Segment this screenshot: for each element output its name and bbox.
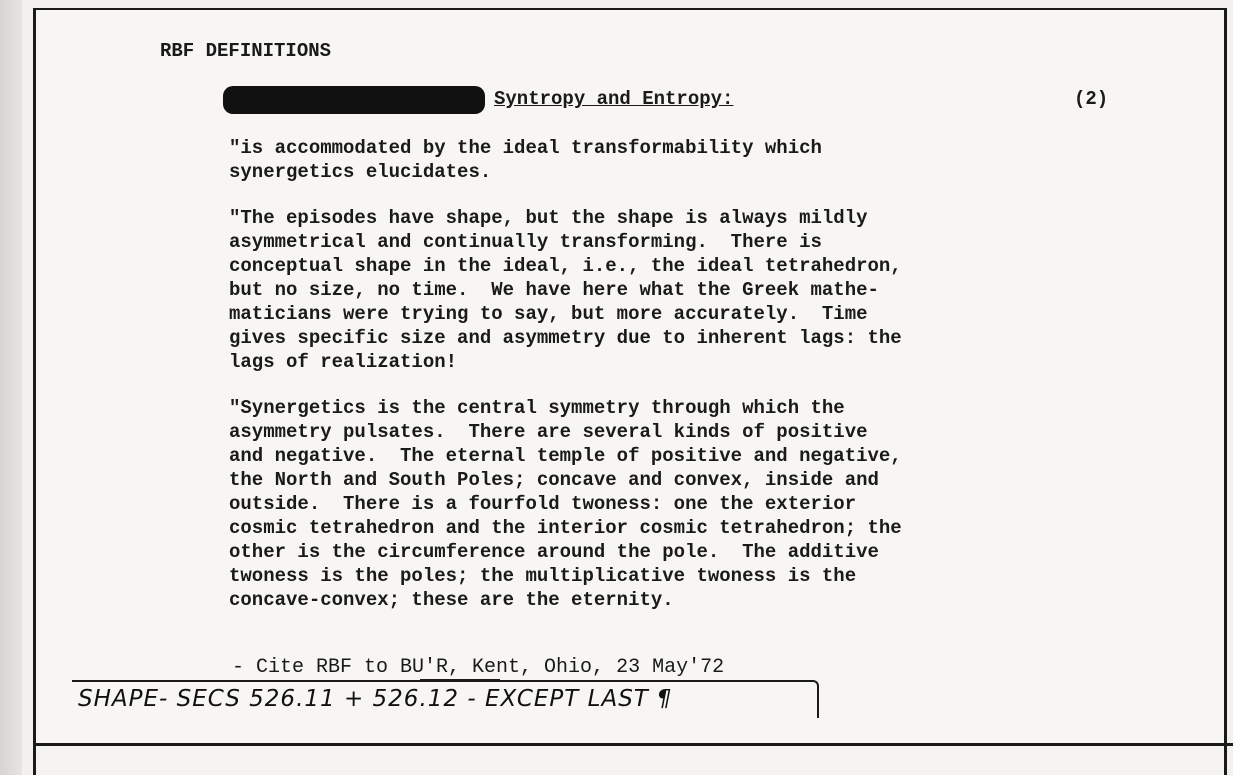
citation: - Cite RBF to BU'R, Kent, Ohio, 23 May'72	[232, 656, 725, 679]
definition-card	[33, 8, 1227, 755]
text-line: twoness is the poles; the multiplicative twoness is the	[229, 565, 857, 587]
text-line: "Synergetics is the central symmetry through which the	[229, 397, 845, 419]
text-line: cosmic tetrahedron and the interior cosmic tetrahedron; the	[229, 517, 902, 539]
text-line: other is the circumference around the pole. The additive	[229, 541, 879, 563]
text-line: "The episodes have shape, but the shape is always mildly	[229, 207, 868, 229]
redaction-bar	[223, 86, 485, 114]
text-line: asymmetrical and continually transforming. There is	[229, 231, 822, 253]
text-line: "is accommodated by the ideal transformability which	[229, 137, 822, 159]
text-line: the North and South Poles; concave and convex, inside and	[229, 469, 879, 491]
header-title: RBF DEFINITIONS	[160, 40, 332, 62]
text-line: lags of realization!	[229, 351, 458, 373]
section-title: Syntropy and Entropy:	[494, 88, 734, 110]
handwritten-note: SHAPE- SECS 526.11 + 526.12 - EXCEPT LAST ¶	[78, 686, 673, 712]
text-line: and negative. The eternal temple of positive and negative,	[229, 445, 902, 467]
next-card-edge	[33, 746, 1227, 775]
text-line: but no size, no time. We have here what the Greek mathe-	[229, 279, 879, 301]
text-line: conceptual shape in the ideal, i.e., the ideal tetrahedron,	[229, 255, 902, 277]
text-line: gives specific size and asymmetry due to inherent lags: the	[229, 327, 902, 349]
text-line: outside. There is a fourfold twoness: one the exterior	[229, 493, 857, 515]
scan-left-strip	[0, 0, 22, 775]
text-line: maticians were trying to say, but more accurately. Time	[229, 303, 868, 325]
page-number: (2)	[1074, 88, 1109, 110]
paragraph-3	[229, 396, 1109, 612]
paragraph-1	[229, 136, 1109, 184]
paragraph-2	[229, 206, 1109, 374]
text-line: concave-convex; these are the eternity.	[229, 589, 674, 611]
text-line: asymmetry pulsates. There are several kinds of positive	[229, 421, 868, 443]
text-line: synergetics elucidates.	[229, 161, 492, 183]
